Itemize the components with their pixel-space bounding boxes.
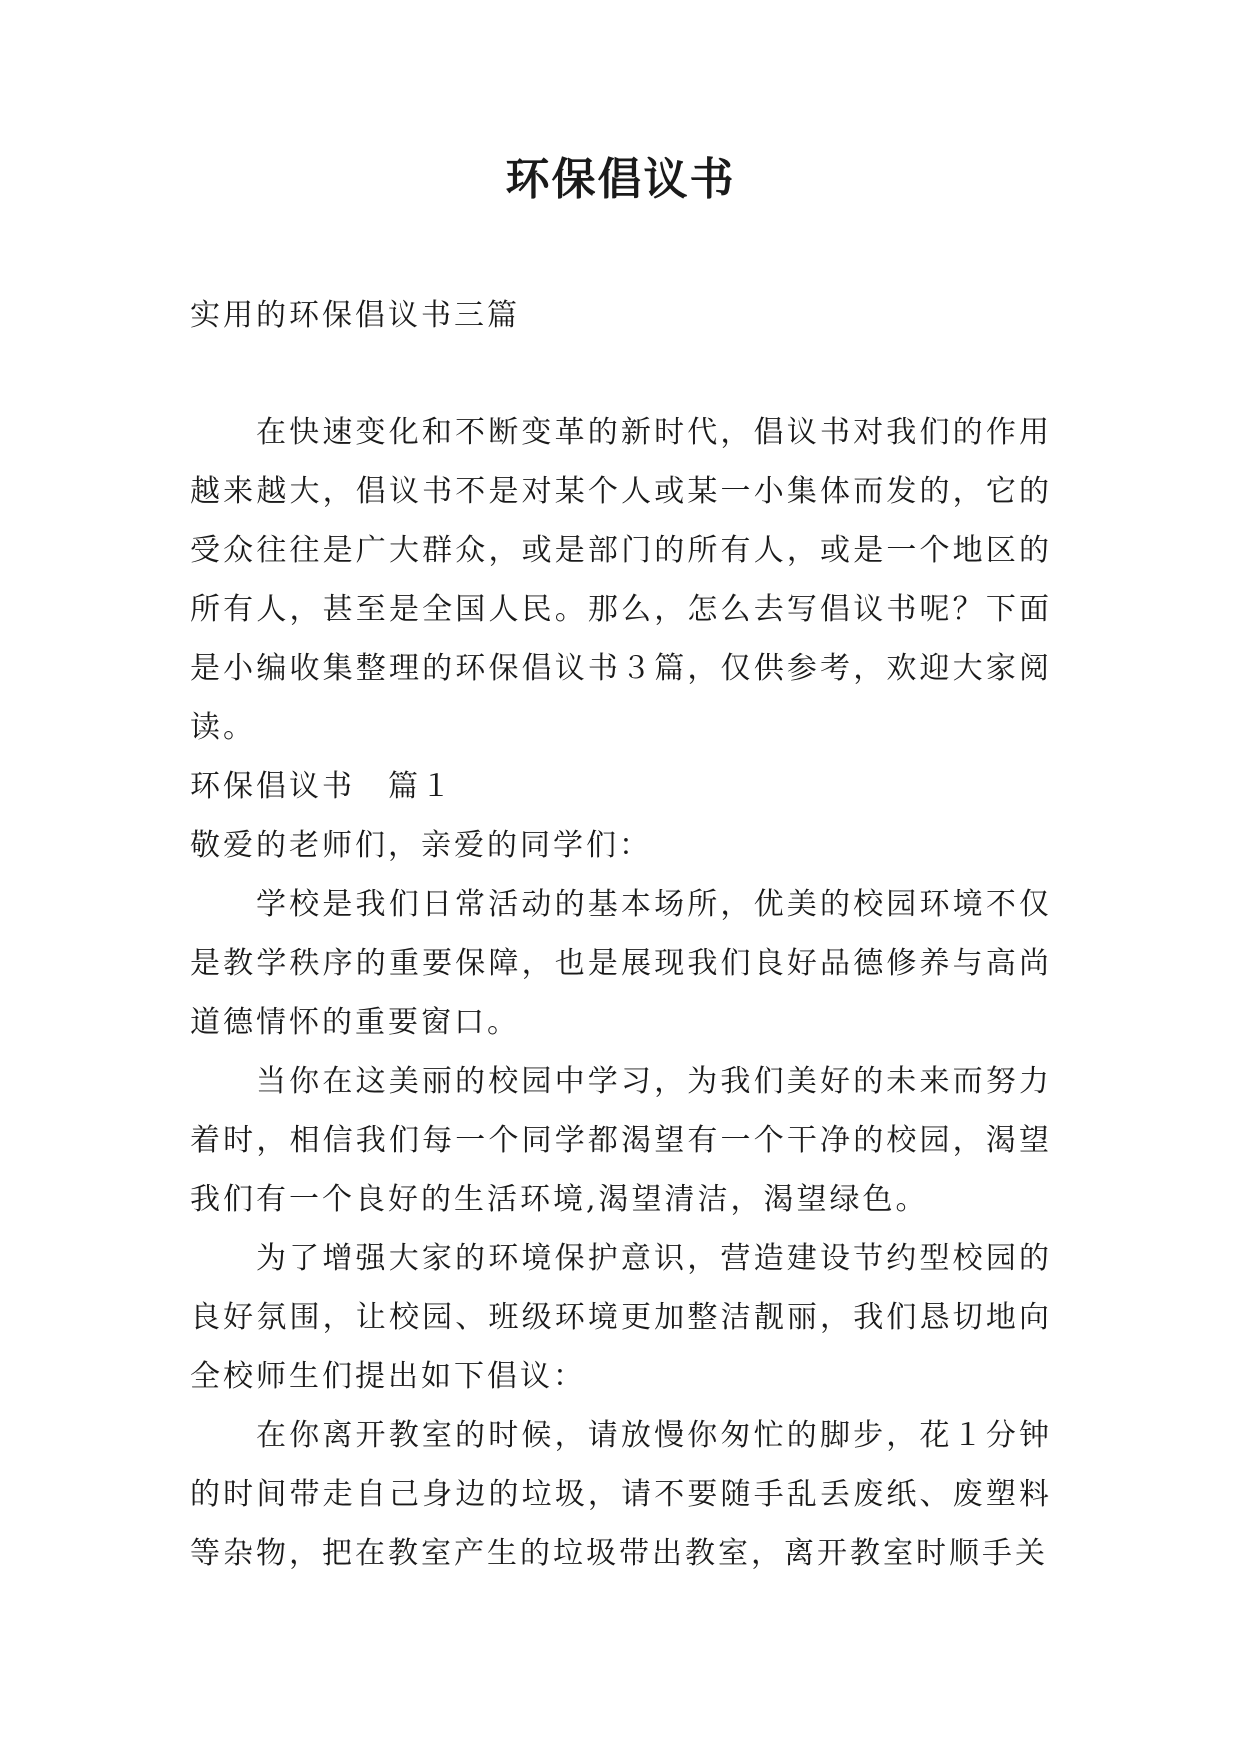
body-paragraph: 为了增强大家的环境保护意识，营造建设节约型校园的良好氛围，让校园、班级环境更加整洁靓丽，我们恳切地向全校师生们提出如下倡议： — [190, 1241, 1052, 1394]
salutation: 敬爱的老师们，亲爱的同学们： — [190, 828, 652, 863]
spacer — [190, 345, 1052, 403]
document-title: 环保倡议书 — [505, 154, 736, 205]
body-paragraph: 在你离开教室的时候，请放慢你匆忙的脚步，花１分钟的时间带走自己身边的垃圾，请不要随手乱丢废纸、废塑料等杂物，把在教室产生的垃圾带出教室，离开教室时顺手关 — [190, 1418, 1052, 1571]
section-heading: 环保倡议书 篇１ — [190, 769, 454, 804]
body-paragraph: 学校是我们日常活动的基本场所，优美的校园环境不仅是教学秩序的重要保障，也是展现我们良好品德修养与高尚道德情怀的重要窗口。 — [190, 887, 1052, 1040]
document-subtitle: 实用的环保倡议书三篇 — [190, 298, 520, 333]
body-paragraph: 当你在这美丽的校园中学习，为我们美好的未来而努力着时，相信我们每一个同学都渴望有一个干净的校园，渴望我们有一个良好的生活环境,渴望清洁，渴望绿色。 — [190, 1064, 1052, 1217]
intro-paragraph: 在快速变化和不断变革的新时代，倡议书对我们的作用越来越大，倡议书不是对某个人或某一小集体而发的，它的受众往往是广大群众，或是部门的所有人，或是一个地区的所有人，甚至是全国人民。那么，怎么去写倡议书呢？下面是小编收集整理的环保倡议书３篇，仅供参考，欢迎大家阅读。 — [190, 415, 1052, 745]
document-body — [190, 286, 1052, 1583]
